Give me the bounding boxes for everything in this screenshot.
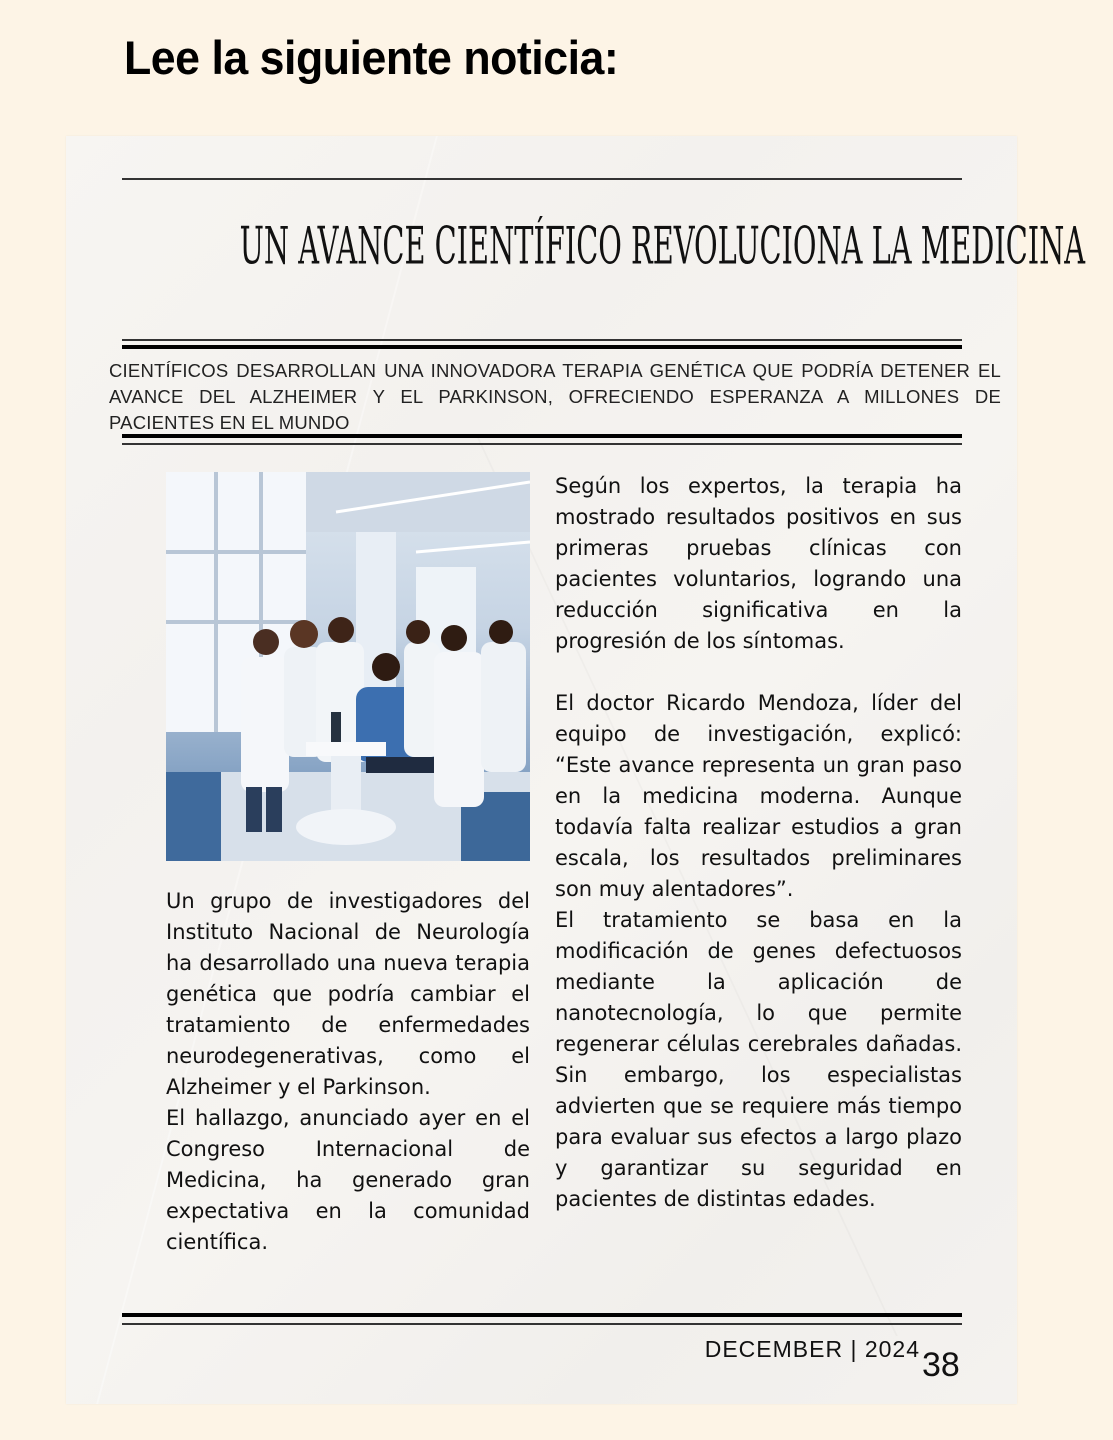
instruction-heading: Lee la siguiente noticia: <box>124 31 619 84</box>
article-paragraph: El tratamiento se basa en la modificación de genes defectuosos mediante la aplicación de nanotecnología, lo que permite regenerar células cerebrales dañadas. Sin embargo, los especialistas advierten que se requiere más tiempo para evaluar sus efectos a largo plazo y garantizar su seguridad en pacientes de distintas edades. <box>555 908 962 1211</box>
top-rule <box>122 178 962 180</box>
subhead-rule-thick <box>122 434 962 438</box>
article-paragraph: El hallazgo, anunciado ayer en el Congreso Internacional de Medicina, ha generado gran expectativa en la comunidad científica. <box>166 1106 530 1254</box>
article-right-column <box>555 471 962 1215</box>
subhead-rule-thin <box>122 443 962 445</box>
article-paragraph: Un grupo de investigadores del Instituto Nacional de Neurología ha desarrollado una nueva terapia genética que podría cambiar el tratamiento de enfermedades neurodegenerativas, como el Alzheimer y el Parkinson. <box>166 889 530 1099</box>
article-headline: UN AVANCE CIENTÍFICO REVOLUCIONA LA MEDICINA <box>239 217 1086 277</box>
paragraph-spacer <box>555 657 962 688</box>
issue-date: DECEMBER | 2024 <box>704 1336 920 1362</box>
article-paragraph: Según los expertos, la terapia ha mostrado resultados positivos en sus primeras pruebas clínicas con pacientes voluntarios, logrando una reducción significativa en la progresión de los síntomas. <box>555 474 962 653</box>
article-photo <box>166 472 530 861</box>
newspaper-page <box>66 136 1086 1404</box>
article-subheadline: CIENTÍFICOS DESARROLLAN UNA INNOVADORA TERAPIA GENÉTICA QUE PODRÍA DETENER EL AVANCE DEL ALZHEIMER Y EL PARKINSON, OFRECIENDO ESPERANZA A MILLONES DE PACIENTES EN EL MUNDO <box>109 360 1001 433</box>
footer-rule-thick <box>122 1313 962 1317</box>
headline-rule-thick <box>122 345 962 349</box>
headline-rule-thin <box>122 339 962 341</box>
page-number: 38 <box>922 1346 960 1384</box>
article-left-column <box>166 886 530 1258</box>
footer-rule-thin <box>122 1323 962 1325</box>
article-paragraph: El doctor Ricardo Mendoza, líder del equipo de investigación, explicó: “Este avance representa un gran paso en la medicina moderna. Aunque todavía falta realizar estudios a gran escala, los resultados preliminares son muy alentadores”. <box>555 691 962 901</box>
